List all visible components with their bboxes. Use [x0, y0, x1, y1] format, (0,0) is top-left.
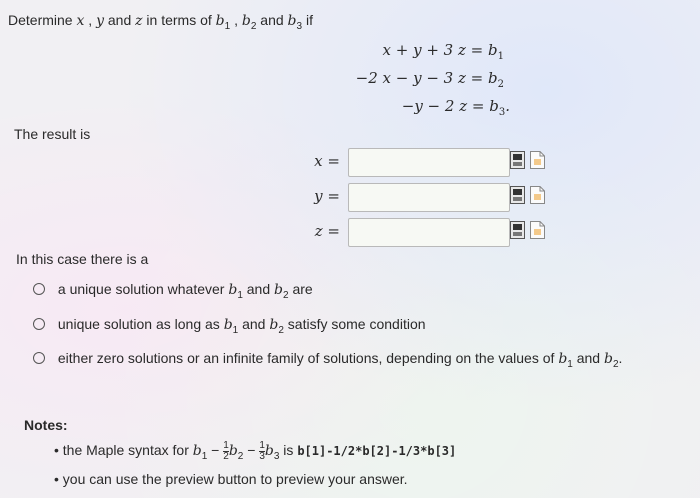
maple-code: b[1]-1/2*b[2]-1/3*b[3]: [297, 444, 457, 459]
notes-heading: Notes:: [24, 417, 68, 433]
option-unique-condition[interactable]: unique solution as long as $b_1$ and $b_2$ satisfy some condition: [33, 316, 426, 336]
preview-icon[interactable]: [510, 221, 525, 239]
answer-y-input[interactable]: [348, 183, 510, 212]
answer-label-z: z =: [314, 222, 340, 240]
equation-1: x + y + 3 $z = b_1$: [382, 41, 504, 62]
preview-icon[interactable]: [510, 186, 525, 204]
equation-2: −2 x − y − 3 $z = b_2$: [355, 69, 504, 90]
radio-button[interactable]: [33, 352, 45, 364]
help-icon[interactable]: [530, 186, 545, 204]
question-text: Determine x , y and z in terms of $b_1$ , $b_2$ and $b_3$ if: [8, 12, 313, 32]
answer-label-x: x =: [314, 152, 340, 170]
result-label: The result is: [14, 126, 91, 142]
answer-z-input[interactable]: [348, 218, 510, 247]
radio-button[interactable]: [33, 283, 45, 295]
help-icon[interactable]: [530, 151, 545, 169]
case-label: In this case there is a: [16, 251, 149, 267]
answer-x-input[interactable]: [348, 148, 510, 177]
option-unique-whatever[interactable]: a unique solution whatever $b_1$ and $b_2$ are: [33, 281, 313, 301]
preview-icon[interactable]: [510, 151, 525, 169]
option-zero-or-infinite[interactable]: either zero solutions or an infinite family of solutions, depending on the values of $b_1$ and $b_2$.: [33, 350, 622, 370]
help-icon[interactable]: [530, 221, 545, 239]
answer-label-y: y =: [314, 187, 340, 205]
equation-3: −y − 2 $z = b_3$.: [401, 97, 510, 118]
radio-button[interactable]: [33, 318, 45, 330]
notes-bullet-preview: • you can use the preview button to preview your answer.: [54, 471, 408, 487]
notes-bullet-maple: • the Maple syntax for $b_1$ − $\frac{1}{2}$ $b_2$ − $\frac{1}{3}$ $b_3$ is b[1]-1/2*b[2]-1/3*b[3]: [54, 440, 457, 462]
